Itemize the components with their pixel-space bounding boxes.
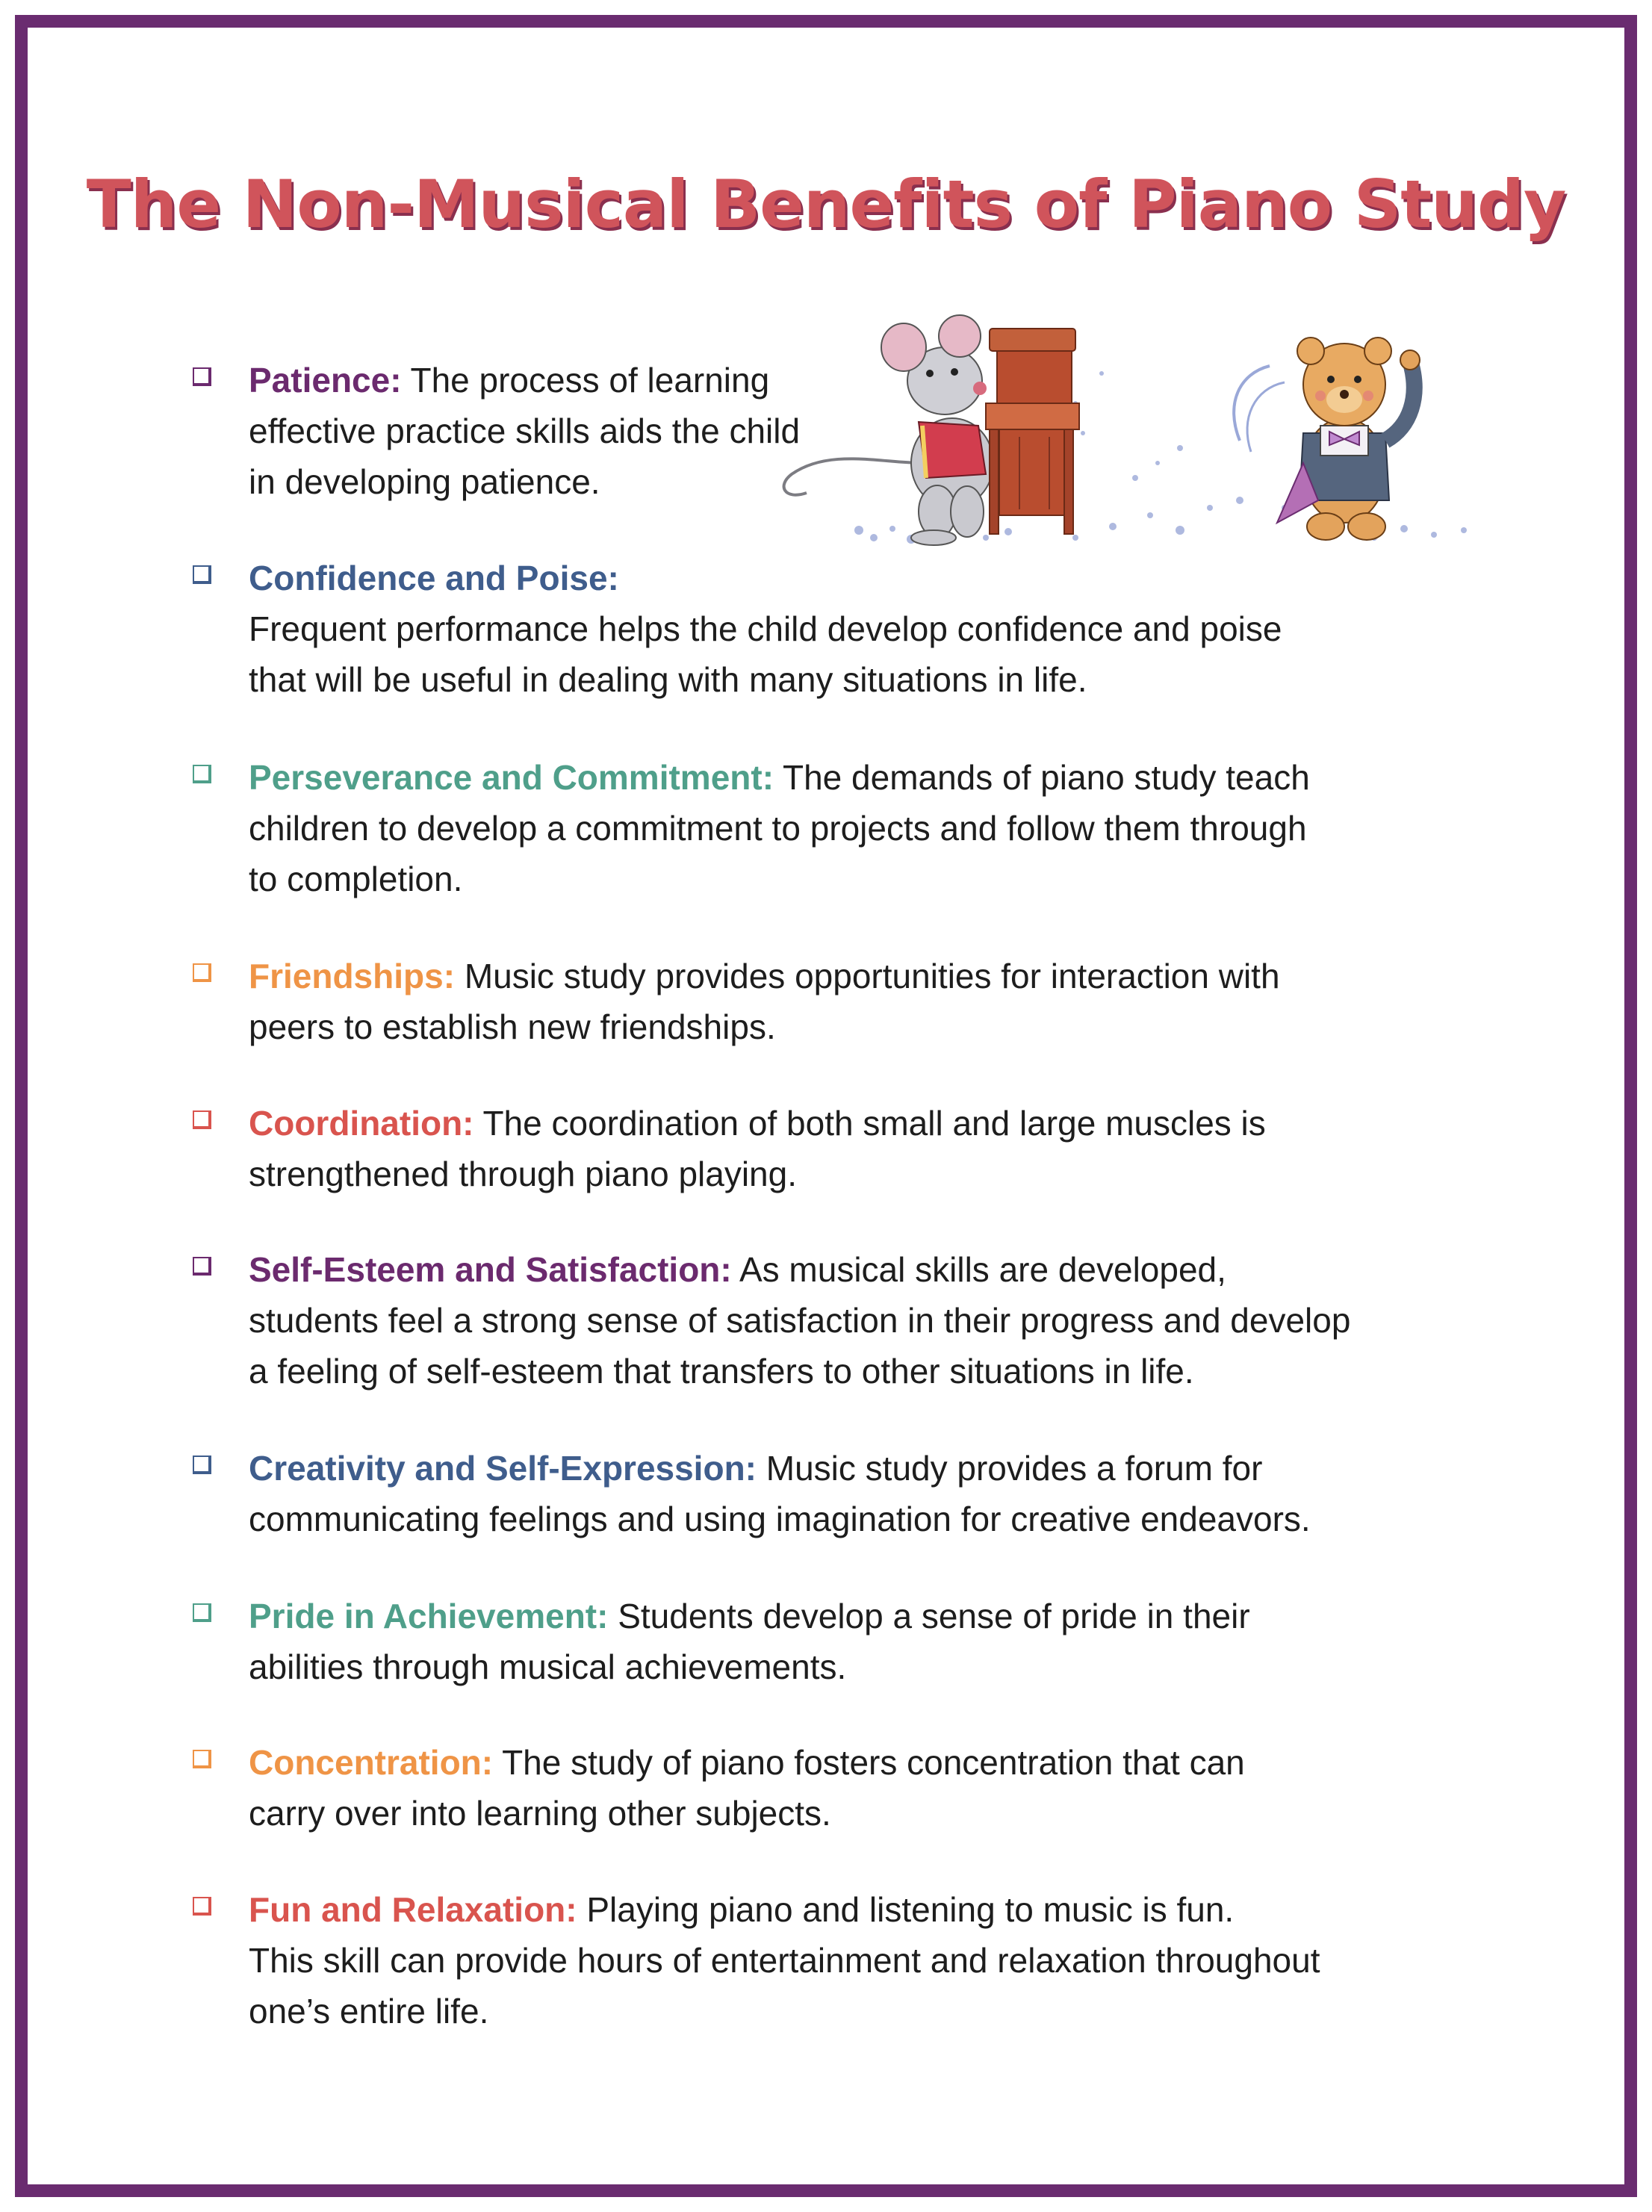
benefit-description-line: Music study provides a forum for <box>766 1449 1263 1488</box>
benefit-description-line: abilities through musical achievements. <box>249 1647 847 1686</box>
page-title: The Non-Musical Benefits of Piano Study <box>86 166 1566 243</box>
benefit-item <box>193 1098 1492 1199</box>
benefit-text <box>249 355 1492 507</box>
benefit-text <box>249 1884 1492 2037</box>
benefit-text <box>249 1737 1492 1839</box>
benefit-description-line: The coordination of both small and large muscles is <box>482 1104 1266 1143</box>
benefit-item <box>193 1244 1492 1397</box>
benefit-text <box>249 553 1492 705</box>
checkbox-icon <box>193 1750 211 1768</box>
checkbox-icon <box>193 1897 211 1916</box>
benefit-heading: Creativity and Self-Expression: <box>249 1449 757 1488</box>
benefit-heading: Self-Esteem and Satisfaction: <box>249 1250 732 1289</box>
benefit-text <box>249 951 1492 1052</box>
benefit-heading: Friendships: <box>249 957 456 995</box>
benefit-text <box>249 752 1492 904</box>
benefit-heading: Concentration: <box>249 1743 494 1782</box>
benefit-item <box>193 1884 1492 2037</box>
benefit-description-line: carry over into learning other subjects. <box>249 1794 831 1833</box>
benefit-item <box>193 752 1492 904</box>
benefit-description-line: This skill can provide hours of entertainment and relaxation throughout <box>249 1941 1320 1980</box>
checkbox-icon <box>193 1257 211 1276</box>
benefit-heading: Pride in Achievement: <box>249 1597 609 1635</box>
benefit-description-line: in developing patience. <box>249 462 600 501</box>
benefit-text <box>249 1591 1492 1692</box>
checkbox-icon <box>193 765 211 783</box>
checkbox-icon <box>193 963 211 982</box>
benefit-description-line: strengthened through piano playing. <box>249 1155 798 1193</box>
benefit-description-line: Frequent performance helps the child develop confidence and poise <box>249 609 1282 648</box>
benefit-description-line: Playing piano and listening to music is fun. <box>586 1890 1235 1929</box>
benefit-item <box>193 951 1492 1052</box>
benefit-description-line: that will be useful in dealing with many situations in life. <box>249 660 1087 699</box>
benefit-description-line: The study of piano fosters concentration that can <box>502 1743 1245 1782</box>
benefit-item <box>193 1443 1492 1544</box>
benefit-description-line: students feel a strong sense of satisfaction in their progress and develop <box>249 1301 1351 1340</box>
benefit-text <box>249 1098 1492 1199</box>
benefit-description-line: to completion. <box>249 860 463 898</box>
benefit-heading: Coordination: <box>249 1104 474 1143</box>
checkbox-icon <box>193 1603 211 1622</box>
checkbox-icon <box>193 1455 211 1474</box>
checkbox-icon <box>193 367 211 386</box>
benefit-description-line: The demands of piano study teach <box>782 758 1310 797</box>
benefit-heading: Patience: <box>249 361 402 400</box>
benefit-description-line: As musical skills are developed, <box>739 1250 1226 1289</box>
benefit-description-line: one’s entire life. <box>249 1992 489 2031</box>
checkbox-icon <box>193 1110 211 1129</box>
benefit-description-line: effective practice skills aids the child <box>249 411 801 450</box>
checkbox-icon <box>193 565 211 584</box>
benefit-description-line: Music study provides opportunities for interaction with <box>464 957 1280 995</box>
benefit-item <box>193 553 1492 705</box>
benefit-description-line: The process of learning <box>410 361 770 400</box>
benefit-description-line: communicating feelings and using imagination for creative endeavors. <box>249 1500 1311 1538</box>
benefit-item <box>193 355 1492 507</box>
benefit-text <box>249 1443 1492 1544</box>
benefit-description-line: Students develop a sense of pride in their <box>618 1597 1250 1635</box>
benefit-heading: Fun and Relaxation: <box>249 1890 577 1929</box>
benefit-description-line: children to develop a commitment to projects and follow them through <box>249 809 1307 848</box>
benefit-heading: Perseverance and Commitment: <box>249 758 774 797</box>
benefit-item <box>193 1737 1492 1839</box>
benefit-text <box>249 1244 1492 1397</box>
benefit-description-line: peers to establish new friendships. <box>249 1007 776 1046</box>
benefit-heading: Confidence and Poise: <box>249 559 619 597</box>
benefit-description-line: a feeling of self-esteem that transfers to other situations in life. <box>249 1352 1194 1391</box>
benefit-item <box>193 1591 1492 1692</box>
